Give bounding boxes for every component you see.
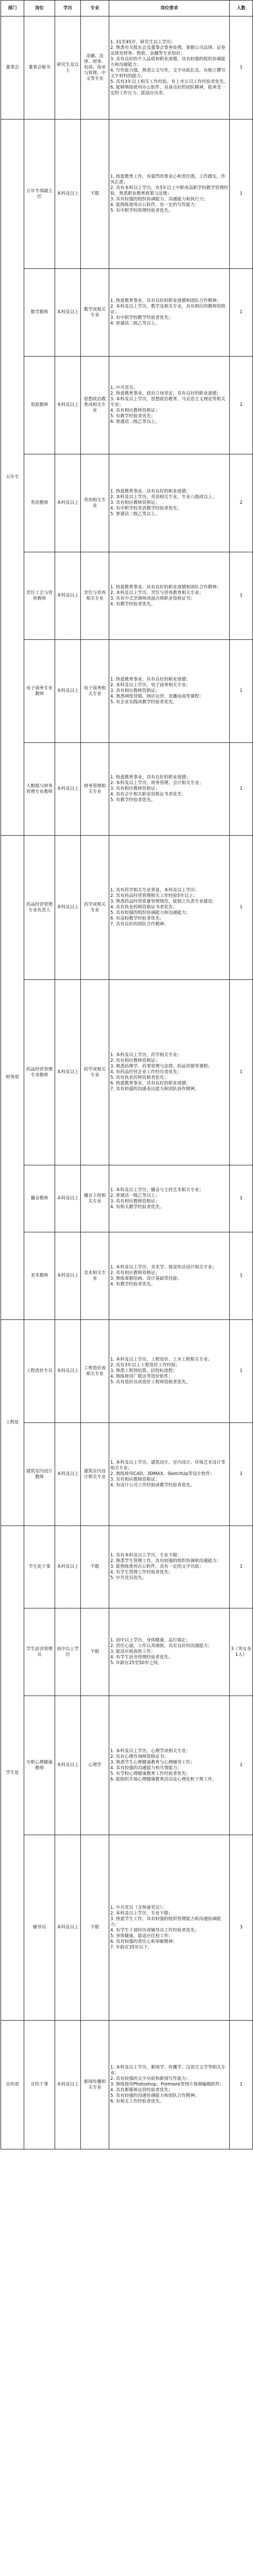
education-cell-text: 本科及以上: [57, 310, 79, 315]
major-cell-text: 工程造价或相关专业: [83, 1365, 106, 1377]
department-cell: 宣传部: [1, 2021, 24, 2149]
requirements-cell: [109, 454, 230, 552]
position-cell-text: 学生处干事: [28, 1564, 50, 1569]
education-cell-text: 本科及以上: [57, 1564, 79, 1569]
header-count: 人数: [230, 1, 253, 16]
major-cell-text: 建筑室内设计相关专业: [83, 1468, 106, 1480]
count-cell: [230, 1320, 253, 1423]
education-cell: [55, 1835, 81, 2021]
major-cell: [81, 16, 109, 120]
major-cell: [81, 120, 109, 269]
position-cell: [24, 454, 55, 552]
department-cell: 财务部: [1, 836, 24, 1320]
education-cell: [55, 269, 81, 357]
count-cell-text: 1: [240, 905, 243, 910]
education-cell: [55, 743, 81, 836]
major-cell-text: 思想政治教育或相关专业: [83, 397, 106, 413]
header-education: 学历: [55, 1, 81, 16]
requirements-cell-text: 1. 初中以上学历，身体健康，品行端正； 2. 责任心强，工作认真细致，具有良好的沟通能力； 3. 能适应值夜班工作； 4. 有学生宿舍管理经验者优先； 5. 年龄在25至50岁之间。: [110, 1638, 212, 1666]
table-row: [1, 1165, 253, 1232]
count-cell: [230, 269, 253, 357]
count-cell-text: 1: [240, 1070, 243, 1075]
position-cell: [24, 640, 55, 743]
count-cell-text: 1: [240, 1273, 243, 1278]
requirements-cell: [109, 16, 230, 120]
major-cell: [81, 1835, 109, 2021]
position-cell: [24, 743, 55, 836]
count-cell: [230, 120, 253, 269]
education-cell: [55, 120, 81, 269]
requirements-cell: [109, 120, 230, 269]
department-cell: 工程处: [1, 1320, 24, 1526]
position-cell: [24, 552, 55, 640]
count-cell-text: 1: [240, 2082, 243, 2087]
position-cell-text: 英语教师: [30, 500, 48, 505]
requirements-cell: [109, 1165, 230, 1232]
education-cell: [55, 1320, 81, 1423]
table-row: [1, 16, 253, 120]
education-cell: [55, 16, 81, 120]
position-cell-text: 宣传干事: [30, 2082, 48, 2087]
education-cell-text: 本科及以上: [57, 1196, 79, 1201]
table-row: [1, 1835, 253, 2021]
education-cell-text: 本科及以上: [57, 1925, 79, 1930]
major-cell: [81, 1423, 109, 1526]
count-cell: [230, 454, 253, 552]
education-cell-text: 本科及以上: [57, 191, 79, 196]
requirements-cell-text: 1. 热爱教育事业，具有良好的职业道德和团队合作精神； 2. 本科及以上学历，烹饪与营养教育相关专业； 3. 具有中式烹调师或面点师职业资格证书； 4. 有教学经验者优先。: [110, 584, 221, 607]
count-cell-text: 1: [240, 1471, 243, 1477]
position-cell: [24, 980, 55, 1165]
major-cell-text: 不限: [90, 1564, 99, 1569]
education-cell: [55, 1232, 81, 1320]
major-cell: [81, 454, 109, 552]
requirements-cell-text: 1. 热爱教育事业，具有良好的职业道德； 2. 本科及以上学历，英语相关专业，专业八级或以上； 3. 具有相应教师资格证； 4. 有中职学校英语教学经验者优先； 5. 普通话二级乙等以上。: [110, 489, 217, 517]
table-row: [1, 1696, 253, 1835]
education-cell-text: 研究生及以上: [57, 62, 79, 73]
education-cell-text: 本科及以上: [57, 402, 79, 408]
table-row: [1, 454, 253, 552]
position-cell-text: 学生宿舍管理员: [26, 1646, 53, 1657]
education-cell: [55, 1696, 81, 1835]
count-cell: [230, 1423, 253, 1526]
education-cell: [55, 454, 81, 552]
major-cell: [81, 1526, 109, 1608]
education-cell-text: 本科及以上: [57, 1471, 79, 1477]
major-cell: [81, 1165, 109, 1232]
position-cell-text: 数学教师: [30, 310, 48, 315]
education-cell: [55, 1165, 81, 1232]
position-cell-text: 建筑室内设计教师: [26, 1468, 53, 1480]
table-row: [1, 640, 253, 743]
requirements-cell: [109, 1232, 230, 1320]
table-row: [1, 743, 253, 836]
major-cell-text: 新闻传播相关专业: [83, 2079, 106, 2090]
major-cell-text: 不限: [90, 1925, 99, 1930]
major-cell-text: 药学或相关专业: [83, 1066, 106, 1078]
count-cell: [230, 1608, 253, 1696]
count-cell-text: 1: [240, 65, 243, 70]
position-cell: [24, 357, 55, 454]
major-cell-text: 烹饪与营养相关专业: [83, 590, 106, 601]
requirements-cell-text: 1. 热爱教育事业，具有良好的职业道德和团队合作精神； 2. 本科及以上学历，数学及相关专业，具有相应的教师资格证； 3. 有中职学校教学经验者优先； 4. 普通话二级乙等以上。: [110, 298, 226, 326]
education-cell-text: 本科及以上: [57, 1070, 79, 1075]
header-requirements: 岗位要求: [109, 1, 230, 16]
position-cell-text: 专职心理健康教师: [26, 1759, 53, 1771]
position-cell-text: 大数据与财务管理专业教师: [26, 783, 53, 794]
major-cell-text: 数学或相关专业: [83, 307, 106, 318]
education-cell-text: 本科及以上: [57, 688, 79, 693]
requirements-cell-text: 1. 具有药学相关专业背景，本科及以上学历； 2. 具有药品经营管理相关工作经验5年以上； 3. 熟悉药品经营质量管理规范，能独立负责专业建设； 4. 具有执业药师资格证书者优先； 5. 具有较强的组织协调能力和沟通能力； 6. 有高校教学经验者优先； 7. 具有良好的团队合作精神。: [110, 888, 217, 927]
table-row: [1, 357, 253, 454]
education-cell: [55, 980, 81, 1165]
requirements-cell: [109, 1608, 230, 1696]
requirements-cell-text: 1. 31至45岁，研究生以上学历； 2. 熟悉有关股东会及董事会事务处理，掌握公司法律、证券法律及财务、税收、金融等专业知识； 3. 具有良好的个人品质和职业道德，具有较强的组织协调能力和沟通能力； 4. 写作能力强，熟悉公文写作，文字功底扎实，有独立撰写文字材料的能力； 5. 具有3年以上相关工作经验，有上市公司工作经验者优先。 6. 能够熟练使用办公软件，具备良好的团队精神，能承受一定的工作压力，能适应出差。: [110, 39, 228, 96]
requirements-cell-text: 1. 热爱教育事业，具有良好的职业道德； 2. 本科及以上学历，电子商务相关专业； 3. 具有相应教师资格证； 4. 熟悉网络营销、网店运营、直播电商等课程； 5. 有企业实践或教学经验者优先。: [110, 677, 204, 705]
education-cell-text: 本科及以上: [57, 1762, 79, 1768]
position-cell-text: 辅导员: [32, 1925, 46, 1930]
table-row: [1, 1608, 253, 1696]
education-cell: [55, 357, 81, 454]
education-cell: [55, 836, 81, 980]
major-cell: [81, 552, 109, 640]
department-cell: 学生处: [1, 1526, 24, 2021]
major-cell-text: 播音主持相关专业: [83, 1193, 106, 1204]
major-cell: [81, 1320, 109, 1423]
count-cell: [230, 1165, 253, 1232]
major-cell-text: 不限: [90, 1649, 99, 1654]
table-row: [1, 980, 253, 1165]
education-cell-text: 初中以上学历: [57, 1646, 79, 1657]
requirements-cell-text: 1. 本科及以上学历，心理学或相关专业； 2. 具有心理咨询师资格证书； 3. 熟悉学生心理健康教育与心理辅导工作； 4. 具有较强的沟通能力和共情能力； 5. 有学校心理健康教育工作经验者优先； 6. 能组织开展心理健康教育活动及心理危机干预工作。: [110, 1748, 217, 1782]
requirements-cell: [109, 1423, 230, 1526]
count-cell-text: 1: [240, 1564, 243, 1569]
major-cell: [81, 640, 109, 743]
major-cell: [81, 836, 109, 980]
position-cell: [24, 1835, 55, 2021]
header-major: 专业: [81, 1, 109, 16]
education-cell-text: 本科及以上: [57, 1368, 79, 1374]
position-cell: [24, 1165, 55, 1232]
table-row: [1, 269, 253, 357]
table-row: [1, 836, 253, 980]
count-cell: [230, 1696, 253, 1835]
count-cell: [230, 16, 253, 120]
requirements-cell: [109, 357, 230, 454]
count-cell-text: 1: [240, 688, 243, 693]
header-position: 岗位: [24, 1, 55, 16]
count-cell-text: 1: [240, 1368, 243, 1374]
requirements-cell-text: 1. 热爱教育事业，具有良好的职业道德； 2. 本科及以上学历，财务管理、会计相关专业； 3. 具有相应教师资格证； 4. 具有会计相关职业资格证书者优先； 5. 有教学经验者优先。: [110, 775, 204, 803]
table-row: [1, 1526, 253, 1608]
table-header-row: [1, 1, 253, 16]
count-cell-text: 3: [240, 1925, 243, 1930]
requirements-cell: [109, 552, 230, 640]
table-row: [1, 2021, 253, 2149]
position-cell: [24, 120, 55, 269]
table-body: [1, 16, 253, 2149]
major-cell-text: 不限: [90, 191, 99, 196]
position-cell: [24, 1320, 55, 1423]
count-cell-text: 1: [240, 310, 243, 315]
education-cell-text: 本科及以上: [57, 905, 79, 910]
position-cell-text: 五年专部副主任: [26, 188, 53, 199]
education-cell-text: 本科及以上: [57, 1273, 79, 1278]
position-cell-text: 美术教师: [30, 1273, 48, 1278]
major-cell: [81, 2021, 109, 2149]
requirements-cell: [109, 1696, 230, 1835]
major-cell: [81, 269, 109, 357]
requirements-cell-text: 1. 本科及以上学历，播音与主持艺术相关专业； 2. 普通话一级乙等以上； 3. 具有相应教师资格证； 4. 有相关教学经验者优先。: [110, 1187, 204, 1210]
education-cell: [55, 2021, 81, 2149]
department-cell: 五年专: [1, 120, 24, 836]
education-cell: [55, 1526, 81, 1608]
major-cell: [81, 743, 109, 836]
requirements-cell-text: 1. 本科及以上学历，建筑设计、室内设计、环境艺术设计等相关专业； 2. 熟练使用CAD、3DMAX、SketchUp等设计软件； 3. 具有相应教师资格证； 4. 有设计公司工作经验或教学经验者优先。: [110, 1460, 226, 1488]
requirements-cell-text: 1. 具有本科及以上学历，专业不限； 2. 熟悉学生管理工作，具有较强的组织协调和沟通能力； 3. 能熟练使用办公软件，具有一定的文字功底； 4. 有学生管理工作经验者优先； 5. 中共党员优先。: [110, 1553, 221, 1581]
education-cell-text: 本科及以上: [57, 2082, 79, 2087]
position-cell: [24, 2021, 55, 2149]
major-cell-text: 药学或相关专业: [83, 902, 106, 913]
department-cell: 董事会: [1, 16, 24, 120]
major-cell-text: 美术相关专业: [83, 1270, 106, 1281]
requirements-cell: [109, 640, 230, 743]
count-cell-text: 1: [240, 786, 243, 791]
major-cell: [81, 357, 109, 454]
requirements-cell-text: 1. 中共党员； 2. 热爱教育事业，政治立场坚定，具有良好的职业道德； 3. 本科及以上学历，思想政治教育、马克思主义理论等相关专业； 4. 具有相应教师资格证； 5. 有教学经验者优先； 6. 普通话二级乙等以上。: [110, 385, 226, 425]
count-cell: [230, 1835, 253, 2021]
requirements-cell-text: 1. 本科及以上学历，美术学、视觉传达设计相关专业； 2. 具有相应教师资格证； 3. 熟练掌握绘画、设计基础等技能； 4. 有教学经验者优先。: [110, 1264, 217, 1287]
major-cell-text: 心理学: [88, 1762, 102, 1768]
requirements-cell-text: 1. 中共党员（含预备党员）； 2. 本科及以上学历，专业不限； 3. 热爱学生工作，具有较强的组织管理能力和沟通协调能力； 4. 有学生干部经历或辅导员工作经验者优先； 5. 身体健康，能适应住校工作； 6. 具有较强的责任心和奉献精神； 7. 年龄在35岁以下。: [110, 1905, 221, 1950]
table-row: [1, 1423, 253, 1526]
count-cell: [230, 836, 253, 980]
position-cell-text: 董事会秘书: [28, 65, 50, 70]
major-cell-text: 财务管理相关专业: [83, 783, 106, 794]
education-cell: [55, 640, 81, 743]
count-cell: [230, 1232, 253, 1320]
position-cell-text: 工程造价专员: [26, 1368, 53, 1374]
table-row: [1, 552, 253, 640]
requirements-cell-text: 1. 本科及以上学历，工程造价、土木工程相关专业； 2. 具有3年以上工程造价工作经验； 3. 熟悉工程预结算、招投标流程； 4. 熟练使用广联达等造价软件； 5. 具有造价员或造价工程师资格者优先。: [110, 1357, 212, 1385]
requirements-cell: [109, 1526, 230, 1608]
requirements-cell: [109, 743, 230, 836]
position-cell: [24, 269, 55, 357]
count-cell: [230, 640, 253, 743]
position-cell: [24, 1232, 55, 1320]
position-cell: [24, 1423, 55, 1526]
header-dept: 部门: [1, 1, 24, 16]
major-cell: [81, 1608, 109, 1696]
requirements-cell: [109, 2021, 230, 2149]
major-cell: [81, 1232, 109, 1320]
education-cell: [55, 552, 81, 640]
position-cell-text: 思政教师: [30, 402, 48, 408]
count-cell-text: 1: [240, 593, 243, 598]
position-cell-text: 药品经营管理专业负责人: [26, 902, 53, 913]
requirements-cell: [109, 836, 230, 980]
requirements-cell-text: 1. 本科及以上学历，新闻学、传播学、汉语言文学等相关专业； 2. 具有较强的文字功底和新闻写作能力； 3. 熟练使用Photoshop、Premiere等图片视频编辑软件； 4. 具有新媒体运营经验者优先； 5. 具有较强的沟通协调能力和团队合作精神； 6. 有相关工作经验者优先。: [110, 2065, 226, 2104]
position-cell: [24, 1608, 55, 1696]
count-cell: [230, 980, 253, 1165]
requirements-cell: [109, 269, 230, 357]
count-cell: [230, 1526, 253, 1608]
education-cell-text: 本科及以上: [57, 500, 79, 505]
table-row: [1, 1320, 253, 1423]
major-cell-text: 电子商务相关专业: [83, 685, 106, 697]
count-cell-text: 1: [240, 1196, 243, 1201]
position-cell-text: 烹饪工艺与营养教师: [26, 590, 53, 601]
count-cell: [230, 357, 253, 454]
position-cell: [24, 16, 55, 120]
position-cell: [24, 1526, 55, 1608]
position-cell: [24, 836, 55, 980]
count-cell-text: 2: [240, 500, 243, 505]
count-cell-text: 1: [240, 1762, 243, 1768]
position-cell: [24, 1696, 55, 1835]
count-cell-text: 3（男女各1人）: [231, 1646, 251, 1657]
major-cell-text: 英语相关专业: [83, 497, 106, 509]
count-cell: [230, 2021, 253, 2149]
education-cell: [55, 1608, 81, 1696]
education-cell: [55, 1423, 81, 1526]
major-cell-text: 金融、法律、财务、电商、商业与管理、中文等专业: [83, 54, 106, 81]
requirements-cell: [109, 1835, 230, 2021]
major-cell: [81, 980, 109, 1165]
recruitment-table: [1, 0, 253, 2149]
count-cell: [230, 552, 253, 640]
position-cell-text: 电子商务专业教师: [26, 685, 53, 697]
count-cell-text: 1: [240, 402, 243, 408]
position-cell-text: 播音教师: [30, 1196, 48, 1201]
count-cell: [230, 743, 253, 836]
major-cell: [81, 1696, 109, 1835]
position-cell-text: 药品经营管理专业教师: [26, 1066, 53, 1078]
requirements-cell: [109, 980, 230, 1165]
requirements-cell-text: 1. 热爱教育工作，有强烈的事业心和责任感，工作踏实，作风正派； 2. 具有本科以上学历，有5年以上中职或高职学校教学管理经验，熟悉职业教育政策与法规； 3. 具有较强的组织协调能力、沟通能力和执行力； 4. 能熟练使用办公软件，有一定的写作能力； 5. 有中职学校管理经验者优先。: [110, 174, 228, 213]
education-cell-text: 本科及以上: [57, 786, 79, 791]
requirements-cell-text: 1. 本科及以上学历，药学相关专业； 2. 具有相应教师资格证； 3. 熟悉药理学、药事管理与法规、药品营销等课程； 4. 有药品经营企业工作经历者优先； 5. 具有执业药师资格者优先； 6. 热爱教育事业，具有良好的职业道德； 7. 具有较强的沟通表达能力和团队协作精神。: [110, 1053, 212, 1092]
count-cell-text: 1: [240, 191, 243, 196]
education-cell-text: 本科及以上: [57, 593, 79, 598]
table-row: [1, 120, 253, 269]
table-row: [1, 1232, 253, 1320]
requirements-cell: [109, 1320, 230, 1423]
